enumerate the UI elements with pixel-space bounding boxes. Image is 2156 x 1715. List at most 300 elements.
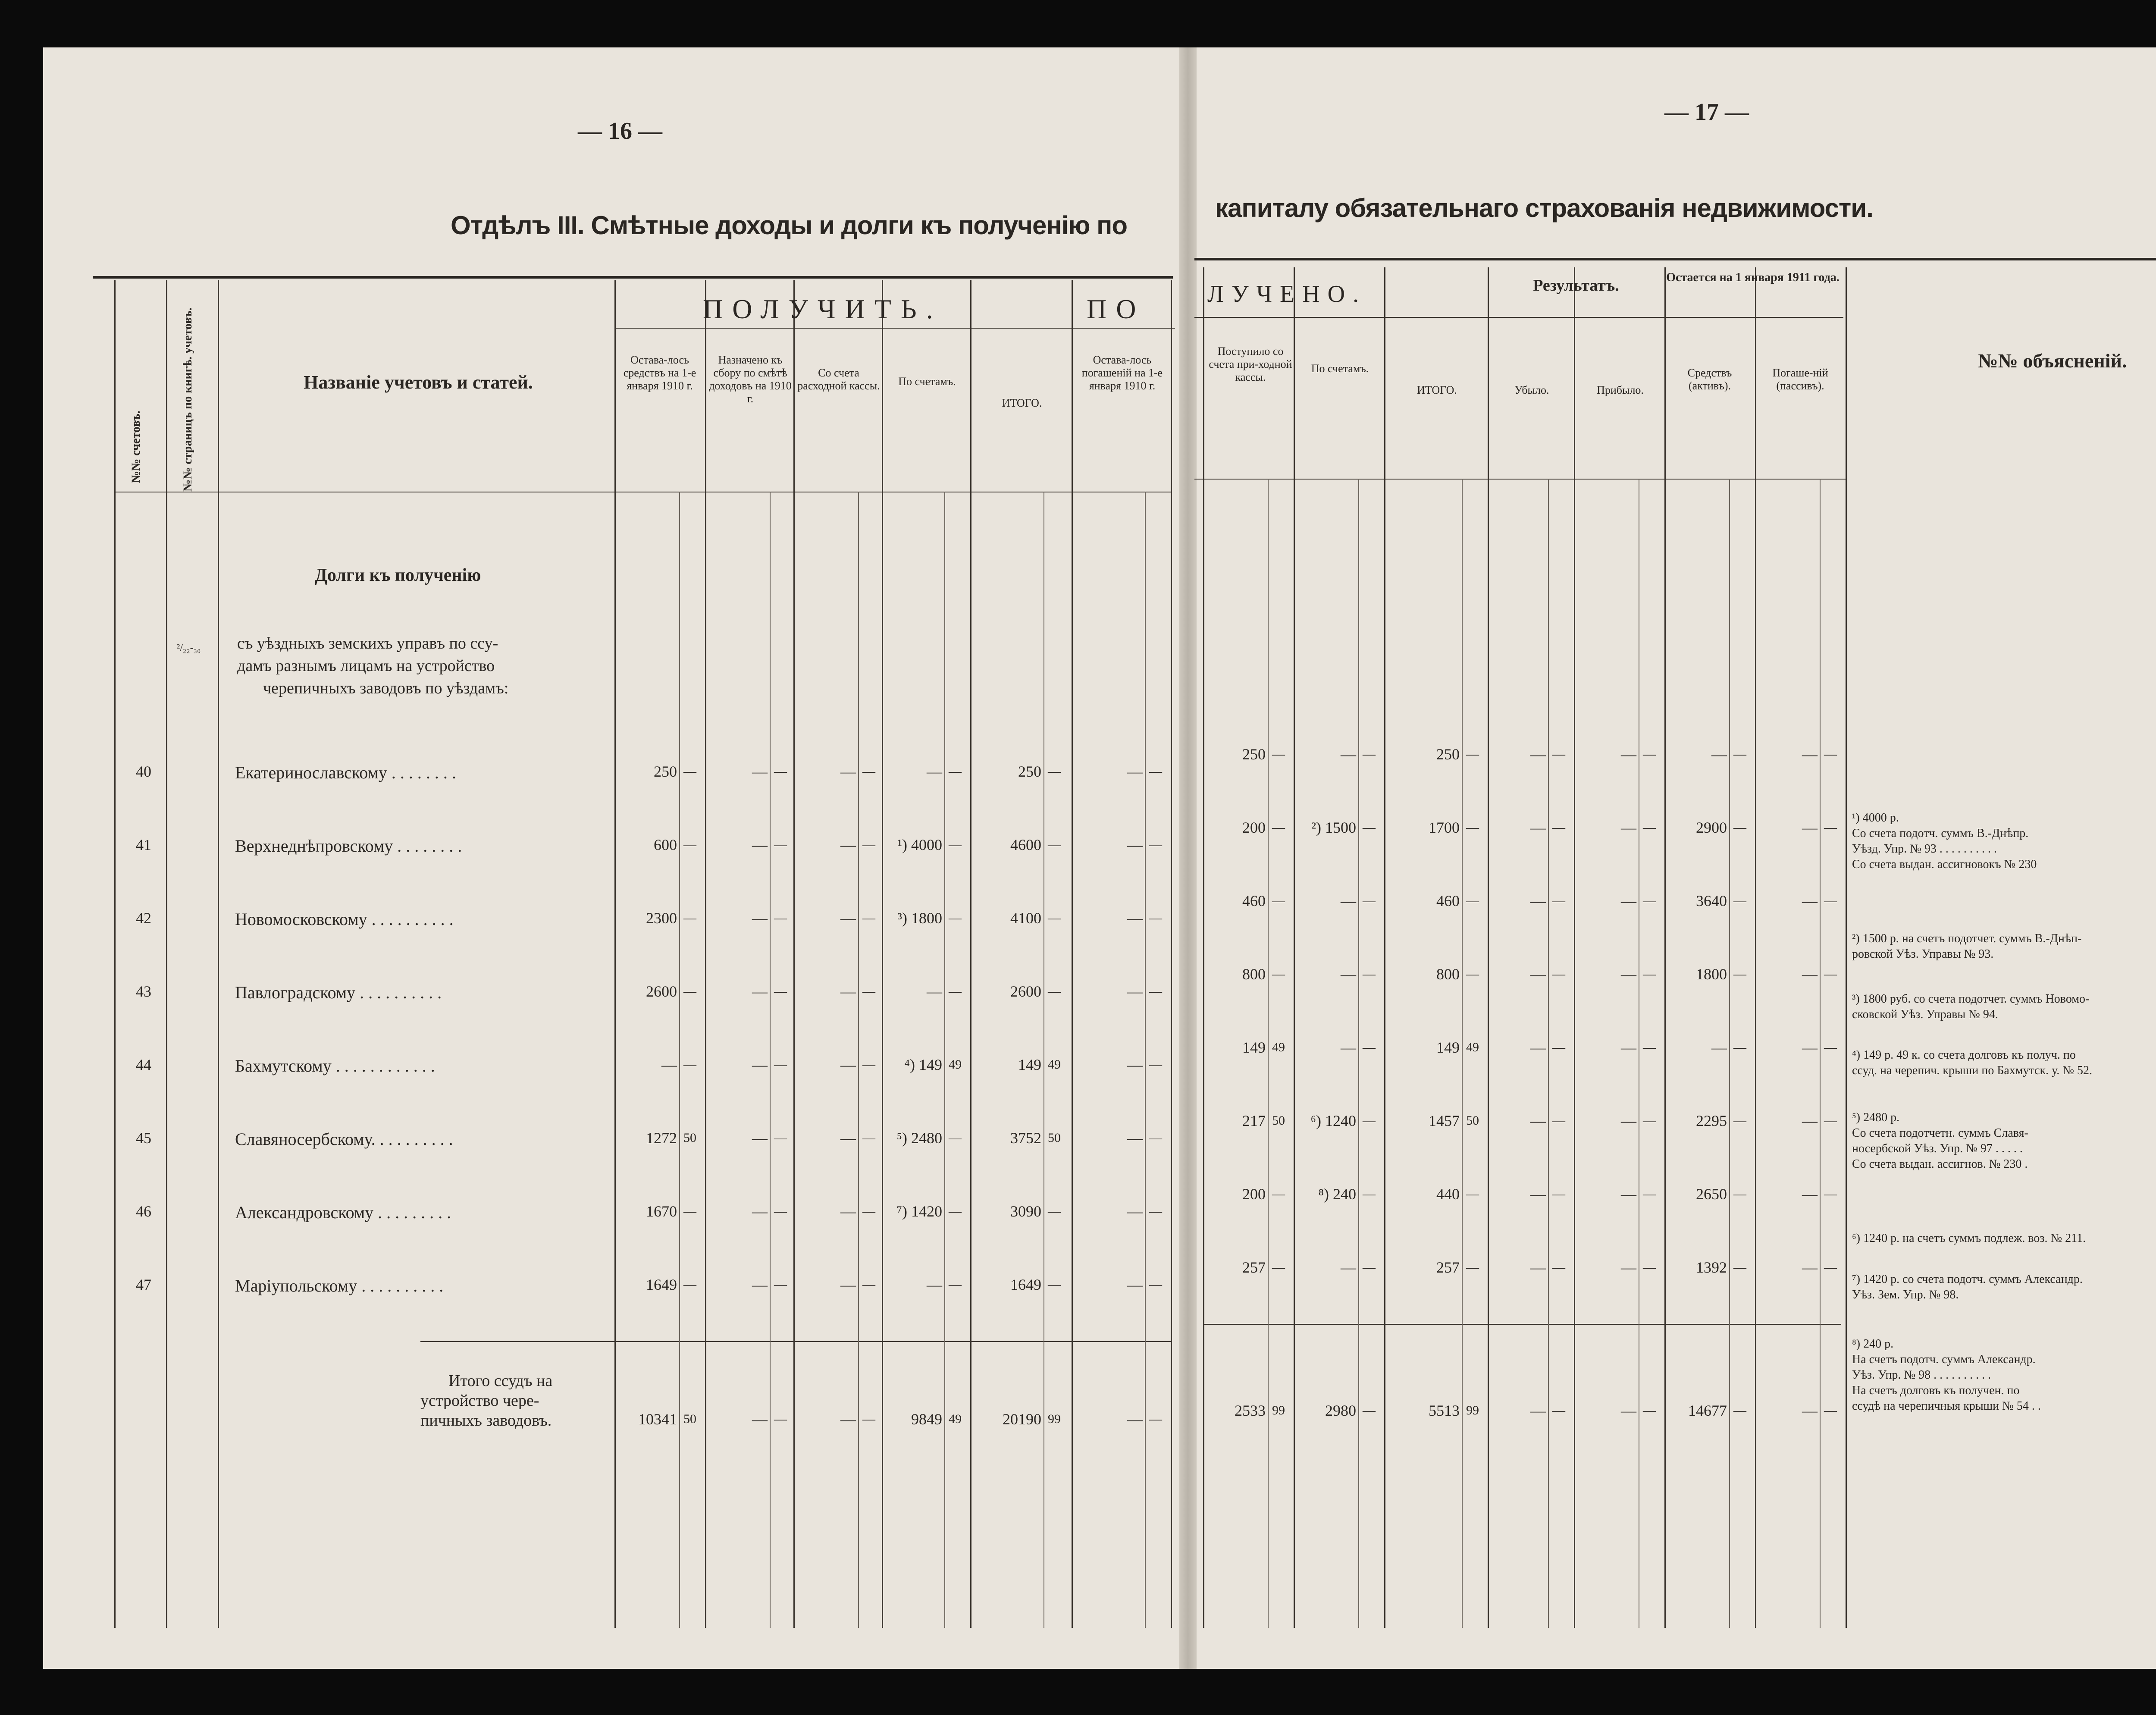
row-44-tot: 149 xyxy=(1018,1056,1041,1073)
note-1-text: Со счета выдан. ассигновокъ № 230 xyxy=(1852,858,2037,871)
row-name: Новомосковскому . . . . . . . . . . xyxy=(235,909,454,929)
row-42-rc_k: — xyxy=(1272,894,1285,908)
row-47-loss_k: — xyxy=(1552,1260,1565,1274)
row-43-by_k: — xyxy=(949,984,962,998)
row-40-rc_k: — xyxy=(1272,747,1285,761)
col-border-right-5 xyxy=(1664,267,1666,1628)
row-46-ass_k: — xyxy=(774,1204,787,1218)
row-45-by2_k: — xyxy=(1363,1113,1376,1128)
row-44-rem_k: — xyxy=(683,1057,696,1072)
note-7-text: Уѣз. Зем. Упр. № 98. xyxy=(1852,1288,1959,1301)
total-tot2: 5513 xyxy=(1429,1402,1460,1419)
row-45-by_k: — xyxy=(949,1131,962,1145)
total-by2_k: — xyxy=(1363,1403,1376,1417)
row-43-ass_k: — xyxy=(774,984,787,998)
row-47-tot: 1649 xyxy=(1010,1276,1041,1293)
total-rp_k: — xyxy=(1149,1412,1162,1426)
note-2-text: ²) 1500 р. на счетъ подотчет. суммъ В.-Днѣп- xyxy=(1852,932,2082,945)
row-41-rc_k: — xyxy=(1272,820,1285,834)
row-41-tot2_k: — xyxy=(1466,820,1479,834)
row-46-pas_k: — xyxy=(1824,1187,1837,1201)
row-42-act: 3640 xyxy=(1696,892,1727,909)
row-47-tot_k: — xyxy=(1048,1277,1061,1292)
row-42-fc_k: — xyxy=(862,911,875,925)
total-loss: — xyxy=(1530,1402,1546,1419)
header-col-pages: №№ страницъ по книгѣ. учетовъ. xyxy=(181,307,194,492)
note-2-text: ровской Уѣз. Управы № 93. xyxy=(1852,947,1994,961)
note-5-text: Со счета выдан. ассигнов. № 230 . xyxy=(1852,1157,2028,1171)
col-border-right-7 xyxy=(1846,267,1847,1628)
row-42-gain: — xyxy=(1621,892,1636,909)
row-47-ass: — xyxy=(752,1276,768,1293)
row-47-rc_k: — xyxy=(1272,1260,1285,1274)
total-tot_k: 99 xyxy=(1048,1412,1061,1426)
row-44-rp: — xyxy=(1127,1056,1143,1073)
total-label-line: устройство чере- xyxy=(420,1392,539,1410)
row-46-gain_k: — xyxy=(1643,1187,1656,1201)
row-43-fc_k: — xyxy=(862,984,875,998)
row-42-ass_k: — xyxy=(774,911,787,925)
row-43-rp_k: — xyxy=(1149,984,1162,998)
row-43-tot_k: — xyxy=(1048,984,1061,998)
row-43-rc_k: — xyxy=(1272,967,1285,981)
row-47-rem_k: — xyxy=(683,1277,696,1292)
row-44-loss: — xyxy=(1530,1039,1546,1056)
row-43-rp: — xyxy=(1127,983,1143,1000)
row-44-by2: — xyxy=(1341,1039,1356,1056)
row-41-rc: 200 xyxy=(1242,819,1266,836)
row-40-act: — xyxy=(1711,746,1727,763)
row-41-rem: 600 xyxy=(654,836,677,853)
row-46-tot: 3090 xyxy=(1010,1203,1041,1220)
row-41-loss: — xyxy=(1530,819,1546,836)
section-desc-line: дамъ разнымъ лицамъ на устройство xyxy=(237,657,495,675)
row-43-fc: — xyxy=(840,983,856,1000)
total-pas_k: — xyxy=(1824,1403,1837,1417)
note-1-text: Уѣзд. Упр. № 93 . . . . . . . . . . xyxy=(1852,842,1997,856)
header-col-notes: №№ объясненій. xyxy=(1978,350,2127,372)
total-fc_k: — xyxy=(862,1412,875,1426)
header-col-repay: Погаше-ній (пассивъ). xyxy=(1772,367,1828,392)
row-42-by2: — xyxy=(1341,892,1356,909)
row-45-tot: 3752 xyxy=(1010,1129,1041,1147)
title-left: Отдѣлъ III. Смѣтные доходы и долги къ полученію по xyxy=(451,211,1128,240)
total-rc_k: 99 xyxy=(1272,1403,1285,1417)
row-41-ass_k: — xyxy=(774,837,787,852)
row-47-fc: — xyxy=(840,1276,856,1293)
row-47-tot2: 257 xyxy=(1436,1259,1460,1276)
total-act_k: — xyxy=(1733,1403,1746,1417)
row-47-gain: — xyxy=(1621,1259,1636,1276)
row-41-fc: — xyxy=(840,836,856,853)
row-46-rp: — xyxy=(1127,1203,1143,1220)
row-42-rp: — xyxy=(1127,909,1143,927)
row-42-tot: 4100 xyxy=(1010,909,1041,927)
row-41-ass: — xyxy=(752,836,768,853)
row-number: 40 xyxy=(136,763,151,780)
total-tot2_k: 99 xyxy=(1466,1403,1479,1417)
row-42-fc: — xyxy=(840,909,856,927)
row-46-fc: — xyxy=(840,1203,856,1220)
col-border-left-2 xyxy=(218,280,219,1628)
header-col-assets: Средствъ (активъ). xyxy=(1687,367,1732,392)
header-col-gain: Прибыло. xyxy=(1597,384,1644,396)
row-44-rp_k: — xyxy=(1149,1057,1162,1072)
row-46-rc: 200 xyxy=(1242,1185,1266,1203)
row-42-ass: — xyxy=(752,909,768,927)
total-rule-left xyxy=(420,1341,1171,1342)
row-43-loss_k: — xyxy=(1552,967,1565,981)
kop-divider-left-5 xyxy=(1145,492,1146,1628)
row-name: Александровскому . . . . . . . . . xyxy=(235,1203,451,1222)
row-42-tot_k: — xyxy=(1048,911,1061,925)
row-47-rc: 257 xyxy=(1242,1259,1266,1276)
row-40-rp_k: — xyxy=(1149,764,1162,778)
row-42-by2_k: — xyxy=(1363,894,1376,908)
row-47-by2: — xyxy=(1341,1259,1356,1276)
total-fc: — xyxy=(840,1411,856,1428)
total-ass: — xyxy=(752,1411,768,1428)
row-43-pas_k: — xyxy=(1824,967,1837,981)
row-40-tot2_k: — xyxy=(1466,747,1479,761)
row-number: 46 xyxy=(136,1203,151,1220)
row-44-rc: 149 xyxy=(1242,1039,1266,1056)
row-46-rem_k: — xyxy=(683,1204,696,1218)
row-43-loss: — xyxy=(1530,966,1546,983)
row-40-by: — xyxy=(927,763,942,780)
total-by_k: 49 xyxy=(949,1412,962,1426)
note-8-text: На счетъ подотч. суммъ Александр. xyxy=(1852,1353,2036,1366)
col-border-right-0 xyxy=(1203,267,1204,1628)
row-42-by_k: — xyxy=(949,911,962,925)
row-40-rc: 250 xyxy=(1242,746,1266,763)
header-col-loss: Убыло. xyxy=(1514,384,1549,396)
note-4-text: ⁴) 149 р. 49 к. со счета долговъ къ получ. по xyxy=(1852,1048,2076,1062)
row-47-by2_k: — xyxy=(1363,1260,1376,1274)
row-40-tot: 250 xyxy=(1018,763,1041,780)
row-40-gain_k: — xyxy=(1643,747,1656,761)
row-46-rp_k: — xyxy=(1149,1204,1162,1218)
row-45-tot2_k: 50 xyxy=(1466,1113,1479,1128)
row-41-gain: — xyxy=(1621,819,1636,836)
total-rem_k: 50 xyxy=(683,1412,696,1426)
row-46-by_k: — xyxy=(949,1204,962,1218)
header-group-remain: Остается на 1 января 1911 года. xyxy=(1666,271,1839,284)
note-5-text: ⁵) 2480 р. xyxy=(1852,1111,1900,1124)
note-8-text: Уѣз. Упр. № 98 . . . . . . . . . . xyxy=(1852,1368,1991,1382)
row-41-rem_k: — xyxy=(683,837,696,852)
row-43-by: — xyxy=(927,983,942,1000)
row-44-rem: — xyxy=(661,1056,677,1073)
page-number-left: — 16 — xyxy=(578,118,662,144)
total-pas: — xyxy=(1802,1402,1818,1419)
row-44-gain: — xyxy=(1621,1039,1636,1056)
row-47-rp: — xyxy=(1127,1276,1143,1293)
header-col-assigned: Назначено къ сбору по смѣтѣ доходовъ на 1910 г. xyxy=(709,354,792,405)
row-40-pas: — xyxy=(1802,746,1818,763)
row-name: Екатеринославскому . . . . . . . . xyxy=(235,763,456,782)
total-by2: 2980 xyxy=(1325,1402,1356,1419)
row-44-pas: — xyxy=(1802,1039,1818,1056)
row-45-rp: — xyxy=(1127,1129,1143,1147)
row-47-act_k: — xyxy=(1733,1260,1746,1274)
col-border-right-4 xyxy=(1574,267,1575,1628)
row-40-tot_k: — xyxy=(1048,764,1061,778)
total-rc: 2533 xyxy=(1235,1402,1266,1419)
row-44-loss_k: — xyxy=(1552,1040,1565,1054)
row-46-rem: 1670 xyxy=(646,1203,677,1220)
header-group-result: Результатъ. xyxy=(1533,276,1619,295)
row-41-loss_k: — xyxy=(1552,820,1565,834)
row-47-loss: — xyxy=(1530,1259,1546,1276)
row-name: Маріупольскому . . . . . . . . . . xyxy=(235,1276,444,1295)
row-40-ass: — xyxy=(752,763,768,780)
note-4-text: ссуд. на черепич. крыши по Бахмутск. у. № 52. xyxy=(1852,1064,2093,1077)
row-41-act_k: — xyxy=(1733,820,1746,834)
section-desc-line: съ уѣздныхъ земскихъ управъ по ссу- xyxy=(237,634,498,652)
row-40-rem_k: — xyxy=(683,764,696,778)
row-41-act: 2900 xyxy=(1696,819,1727,836)
row-42-loss: — xyxy=(1530,892,1546,909)
row-41-gain_k: — xyxy=(1643,820,1656,834)
row-41-by: ¹) 4000 xyxy=(897,836,942,853)
row-43-rem: 2600 xyxy=(646,983,677,1000)
header-col-total2: ИТОГО. xyxy=(1417,384,1457,396)
row-40-by2_k: — xyxy=(1363,747,1376,761)
row-45-pas_k: — xyxy=(1824,1113,1837,1128)
row-43-tot2: 800 xyxy=(1436,966,1460,983)
row-44-fc_k: — xyxy=(862,1057,875,1072)
row-40-loss: — xyxy=(1530,746,1546,763)
top-rule-left xyxy=(93,276,1173,279)
row-44-by: ⁴) 149 xyxy=(904,1056,942,1073)
row-45-tot_k: 50 xyxy=(1048,1131,1061,1145)
total-rp: — xyxy=(1127,1411,1143,1428)
row-45-rp_k: — xyxy=(1149,1131,1162,1145)
note-8-text: ⁸) 240 р. xyxy=(1852,1337,1894,1351)
row-name: Павлоградскому . . . . . . . . . . xyxy=(235,983,442,1002)
col-border-right-1 xyxy=(1294,267,1295,1628)
header-group-get: ПОЛУЧИТЬ. xyxy=(703,294,943,324)
row-44-act_k: — xyxy=(1733,1040,1746,1054)
page-number-right: — 17 — xyxy=(1664,99,1749,125)
col-border-right-2 xyxy=(1384,267,1385,1628)
note-5-text: Со счета подотчетн. суммъ Славя- xyxy=(1852,1126,2028,1140)
row-46-ass: — xyxy=(752,1203,768,1220)
row-number: 42 xyxy=(136,909,151,927)
row-47-rp_k: — xyxy=(1149,1277,1162,1292)
row-number: 44 xyxy=(136,1056,151,1073)
row-name: Славяносербскому. . . . . . . . . . xyxy=(235,1129,453,1149)
row-45-act: 2295 xyxy=(1696,1112,1727,1129)
row-47-gain_k: — xyxy=(1643,1260,1656,1274)
row-43-tot: 2600 xyxy=(1010,983,1041,1000)
row-42-pas: — xyxy=(1802,892,1818,909)
row-46-tot2: 440 xyxy=(1436,1185,1460,1203)
row-44-ass: — xyxy=(752,1056,768,1073)
col-border-left-0 xyxy=(114,280,116,1628)
row-45-gain_k: — xyxy=(1643,1113,1656,1128)
col-border-right-3 xyxy=(1488,267,1489,1628)
row-47-rem: 1649 xyxy=(646,1276,677,1293)
total-label-line: Итого ссудъ на xyxy=(448,1372,553,1390)
note-3-text: сковской Уѣз. Управы № 94. xyxy=(1852,1008,1998,1021)
col-border-left-1 xyxy=(166,280,167,1628)
header-col-num: №№ счетовъ. xyxy=(129,411,143,483)
row-45-rem_k: 50 xyxy=(683,1131,696,1145)
header-group-po: ПО xyxy=(1087,294,1146,324)
row-44-gain_k: — xyxy=(1643,1040,1656,1054)
row-43-ass: — xyxy=(752,983,768,1000)
row-40-by2: — xyxy=(1341,746,1356,763)
header-bottom-right xyxy=(1194,479,1846,480)
row-45-rc_k: 50 xyxy=(1272,1113,1285,1128)
row-46-by2_k: — xyxy=(1363,1187,1376,1201)
row-45-act_k: — xyxy=(1733,1113,1746,1128)
row-42-rem_k: — xyxy=(683,911,696,925)
row-41-tot: 4600 xyxy=(1010,836,1041,853)
row-41-tot_k: — xyxy=(1048,837,1061,852)
row-46-act: 2650 xyxy=(1696,1185,1727,1203)
title-right: капиталу обязательнаго страхованія недвижимости. xyxy=(1215,194,1873,223)
note-3-text: ³) 1800 руб. со счета подотчет. суммъ Новомо- xyxy=(1852,992,2090,1006)
row-40-act_k: — xyxy=(1733,747,1746,761)
note-5-text: носербской Уѣз. Упр. № 97 . . . . . xyxy=(1852,1142,2023,1155)
row-41-tot2: 1700 xyxy=(1429,819,1460,836)
note-6-text: ⁶) 1240 р. на счетъ суммъ подлеж. воз. № 211. xyxy=(1852,1232,2086,1245)
row-40-ass_k: — xyxy=(774,764,787,778)
row-45-by: ⁵) 2480 xyxy=(896,1129,942,1147)
note-1-text: ¹) 4000 р. xyxy=(1852,811,1899,825)
row-44-tot2_k: 49 xyxy=(1466,1040,1479,1054)
row-46-act_k: — xyxy=(1733,1187,1746,1201)
row-44-fc: — xyxy=(840,1056,856,1073)
group-rule-right xyxy=(1194,317,1843,318)
row-42-tot2: 460 xyxy=(1436,892,1460,909)
row-44-rc_k: 49 xyxy=(1272,1040,1285,1054)
header-col-by-acc2: По счетамъ. xyxy=(1311,362,1369,375)
col-border-right-6 xyxy=(1755,267,1756,1628)
total-by: 9849 xyxy=(911,1411,942,1428)
row-41-fc_k: — xyxy=(862,837,875,852)
header-col-received-cash: Поступило со счета при-ходной кассы. xyxy=(1209,345,1292,383)
row-number: 41 xyxy=(136,836,151,853)
row-44-tot2: 149 xyxy=(1436,1039,1460,1056)
row-45-loss_k: — xyxy=(1552,1113,1565,1128)
row-40-rp: — xyxy=(1127,763,1143,780)
row-45-loss: — xyxy=(1530,1112,1546,1129)
row-47-by_k: — xyxy=(949,1277,962,1292)
row-45-rc: 217 xyxy=(1242,1112,1266,1129)
total-act: 14677 xyxy=(1688,1402,1727,1419)
group-rule-left xyxy=(614,328,1175,329)
row-45-ass_k: — xyxy=(774,1131,787,1145)
row-41-pas: — xyxy=(1802,819,1818,836)
book-gutter xyxy=(1179,47,1197,1669)
total-loss_k: — xyxy=(1552,1403,1565,1417)
row-40-loss_k: — xyxy=(1552,747,1565,761)
row-47-pas: — xyxy=(1802,1259,1818,1276)
row-45-rem: 1272 xyxy=(646,1129,677,1147)
row-45-by2: ⁶) 1240 xyxy=(1310,1112,1356,1129)
row-46-gain: — xyxy=(1621,1185,1636,1203)
row-43-gain: — xyxy=(1621,966,1636,983)
row-46-tot2_k: — xyxy=(1466,1187,1479,1201)
row-44-by2_k: — xyxy=(1363,1040,1376,1054)
note-1-text: Со счета подотч. суммъ В.-Днѣпр. xyxy=(1852,827,2029,840)
row-44-pas_k: — xyxy=(1824,1040,1837,1054)
total-ass_k: — xyxy=(774,1412,787,1426)
row-43-tot2_k: — xyxy=(1466,967,1479,981)
row-47-pas_k: — xyxy=(1824,1260,1837,1274)
total-rem: 10341 xyxy=(638,1411,677,1428)
row-number: 45 xyxy=(136,1129,151,1147)
header-group-lucheno: ЛУЧЕНО. xyxy=(1207,281,1367,307)
row-41-by2_k: — xyxy=(1363,820,1376,834)
row-46-by: ⁷) 1420 xyxy=(896,1203,942,1220)
row-41-by2: ²) 1500 xyxy=(1311,819,1356,836)
row-46-by2: ⁸) 240 xyxy=(1318,1185,1356,1203)
row-47-by: — xyxy=(927,1276,942,1293)
row-46-fc_k: — xyxy=(862,1204,875,1218)
section-page-ref: ²/₂₂-₃₀ xyxy=(177,643,201,654)
total-label-line: пичныхъ заводовъ. xyxy=(420,1411,552,1430)
total-gain_k: — xyxy=(1643,1403,1656,1417)
section-heading: Долги къ полученію xyxy=(315,565,481,585)
total-tot: 20190 xyxy=(1003,1411,1041,1428)
row-45-gain: — xyxy=(1621,1112,1636,1129)
kop-divider-right-6 xyxy=(1820,479,1821,1628)
header-col-rem-start: Остава-лось средствъ на 1-е января 1910 г. xyxy=(623,354,696,392)
row-40-gain: — xyxy=(1621,746,1636,763)
row-43-by2: — xyxy=(1341,966,1356,983)
row-name: Бахмутскому . . . . . . . . . . . . xyxy=(235,1056,435,1075)
header-col-name: Названіе учетовъ и статей. xyxy=(304,372,533,393)
row-number: 47 xyxy=(136,1276,151,1293)
note-7-text: ⁷) 1420 р. со счета подотч. суммъ Александр. xyxy=(1852,1273,2083,1286)
row-40-pas_k: — xyxy=(1824,747,1837,761)
note-8-text: На счетъ долговъ къ получен. по xyxy=(1852,1384,2020,1397)
row-42-tot2_k: — xyxy=(1466,894,1479,908)
row-41-rp: — xyxy=(1127,836,1143,853)
row-43-act: 1800 xyxy=(1696,966,1727,983)
row-40-by_k: — xyxy=(949,764,962,778)
row-44-ass_k: — xyxy=(774,1057,787,1072)
row-47-tot2_k: — xyxy=(1466,1260,1479,1274)
row-46-tot_k: — xyxy=(1048,1204,1061,1218)
row-47-act: 1392 xyxy=(1696,1259,1727,1276)
row-45-fc_k: — xyxy=(862,1131,875,1145)
header-col-total: ИТОГО. xyxy=(1002,397,1042,409)
row-43-gain_k: — xyxy=(1643,967,1656,981)
row-40-fc: — xyxy=(840,763,856,780)
row-41-pas_k: — xyxy=(1824,820,1837,834)
note-8-text: ссудѣ на черепичныя крыши № 54 . . xyxy=(1852,1399,2041,1413)
row-40-fc_k: — xyxy=(862,764,875,778)
row-42-rc: 460 xyxy=(1242,892,1266,909)
row-47-fc_k: — xyxy=(862,1277,875,1292)
row-44-tot_k: 49 xyxy=(1048,1057,1061,1072)
row-45-tot2: 1457 xyxy=(1429,1112,1460,1129)
row-41-rp_k: — xyxy=(1149,837,1162,852)
row-46-rc_k: — xyxy=(1272,1187,1285,1201)
total-gain: — xyxy=(1621,1402,1636,1419)
row-44-act: — xyxy=(1711,1039,1727,1056)
row-45-pas: — xyxy=(1802,1112,1818,1129)
row-46-pas: — xyxy=(1802,1185,1818,1203)
row-number: 43 xyxy=(136,983,151,1000)
row-42-gain_k: — xyxy=(1643,894,1656,908)
